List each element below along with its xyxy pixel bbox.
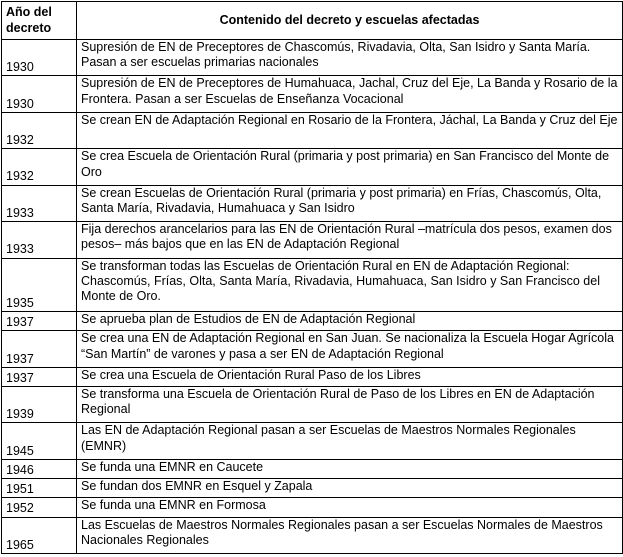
row-content: Se crea Escuela de Orientación Rural (primaria y post primaria) en San Francisco del Monte de Oro xyxy=(77,149,623,185)
header-content: Contenido del decreto y escuelas afectadas xyxy=(77,2,623,40)
table-row xyxy=(2,423,623,459)
table-row xyxy=(2,479,623,498)
header-year: Año del decreto xyxy=(2,2,77,40)
row-content: Las EN de Adaptación Regional pasan a ser Escuelas de Maestros Normales Regionales (EMNR) xyxy=(77,423,623,459)
row-content: Se funda una EMNR en Formosa xyxy=(77,498,623,517)
table-row xyxy=(2,331,623,367)
row-year: 1935 xyxy=(2,258,77,312)
table-row xyxy=(2,185,623,221)
row-year: 1933 xyxy=(2,222,77,258)
row-year: 1930 xyxy=(2,76,77,112)
row-content: Supresión de EN de Preceptores de Chascomús, Rivadavia, Olta, San Isidro y Santa María. Pasan a ser escuelas primarias nacionales xyxy=(77,40,623,76)
row-year: 1939 xyxy=(2,387,77,423)
row-year: 1945 xyxy=(2,423,77,459)
table-row xyxy=(2,258,623,312)
row-content: Fija derechos arancelarios para las EN de Orientación Rural –matrícula dos pesos, examen dos pesos– más bajos que en las EN de Adaptación Regional xyxy=(77,222,623,258)
row-year: 1946 xyxy=(2,459,77,478)
table-row xyxy=(2,387,623,423)
row-year: 1951 xyxy=(2,479,77,498)
table-row xyxy=(2,498,623,517)
row-content: Se crea una EN de Adaptación Regional en San Juan. Se nacionaliza la Escuela Hogar Agrícola “San Martín” de varones y pasa a ser EN de Adaptación Regional xyxy=(77,331,623,367)
row-content: Se crean Escuelas de Orientación Rural (primaria y post primaria) en Frías, Chascomús, Olta, Santa María, Rivadavia, Humahuaca y San Isidro xyxy=(77,185,623,221)
row-year: 1937 xyxy=(2,312,77,331)
row-year: 1932 xyxy=(2,112,77,148)
row-content: Se transforman todas las Escuelas de Orientación Rural en EN de Adaptación Regional: Chascomús, Frías, Olta, Santa María, Rivadavia, Humahuaca, San Isidro y San Francisco del Monte de Oro. xyxy=(77,258,623,312)
row-year: 1952 xyxy=(2,498,77,517)
row-year: 1937 xyxy=(2,331,77,367)
table-row xyxy=(2,517,623,553)
decree-table xyxy=(1,1,623,554)
row-content: Se fundan dos EMNR en Esquel y Zapala xyxy=(77,479,623,498)
row-year: 1965 xyxy=(2,517,77,553)
table-row xyxy=(2,222,623,258)
row-year: 1930 xyxy=(2,40,77,76)
row-content: Se transforma una Escuela de Orientación Rural de Paso de los Libres en EN de Adaptación Regional xyxy=(77,387,623,423)
row-year: 1937 xyxy=(2,367,77,386)
table-row xyxy=(2,367,623,386)
table-row xyxy=(2,76,623,112)
row-content: Se funda una EMNR en Caucete xyxy=(77,459,623,478)
table-row xyxy=(2,112,623,148)
table-row xyxy=(2,40,623,76)
row-content: Se crean EN de Adaptación Regional en Rosario de la Frontera, Jáchal, La Banda y Cruz del Eje xyxy=(77,112,623,148)
row-content: Las Escuelas de Maestros Normales Regionales pasan a ser Escuelas Normales de Maestros Nacionales Regionales xyxy=(77,517,623,553)
row-content: Supresión de EN de Preceptores de Humahuaca, Jachal, Cruz del Eje, La Banda y Rosario de la Frontera. Pasan a ser Escuelas de Enseñanza Vocacional xyxy=(77,76,623,112)
row-year: 1933 xyxy=(2,185,77,221)
row-content: Se aprueba plan de Estudios de EN de Adaptación Regional xyxy=(77,312,623,331)
row-year: 1932 xyxy=(2,149,77,185)
table-row xyxy=(2,149,623,185)
row-content: Se crea una Escuela de Orientación Rural Paso de los Libres xyxy=(77,367,623,386)
table-row xyxy=(2,459,623,478)
header-row xyxy=(2,2,623,40)
table-row xyxy=(2,312,623,331)
